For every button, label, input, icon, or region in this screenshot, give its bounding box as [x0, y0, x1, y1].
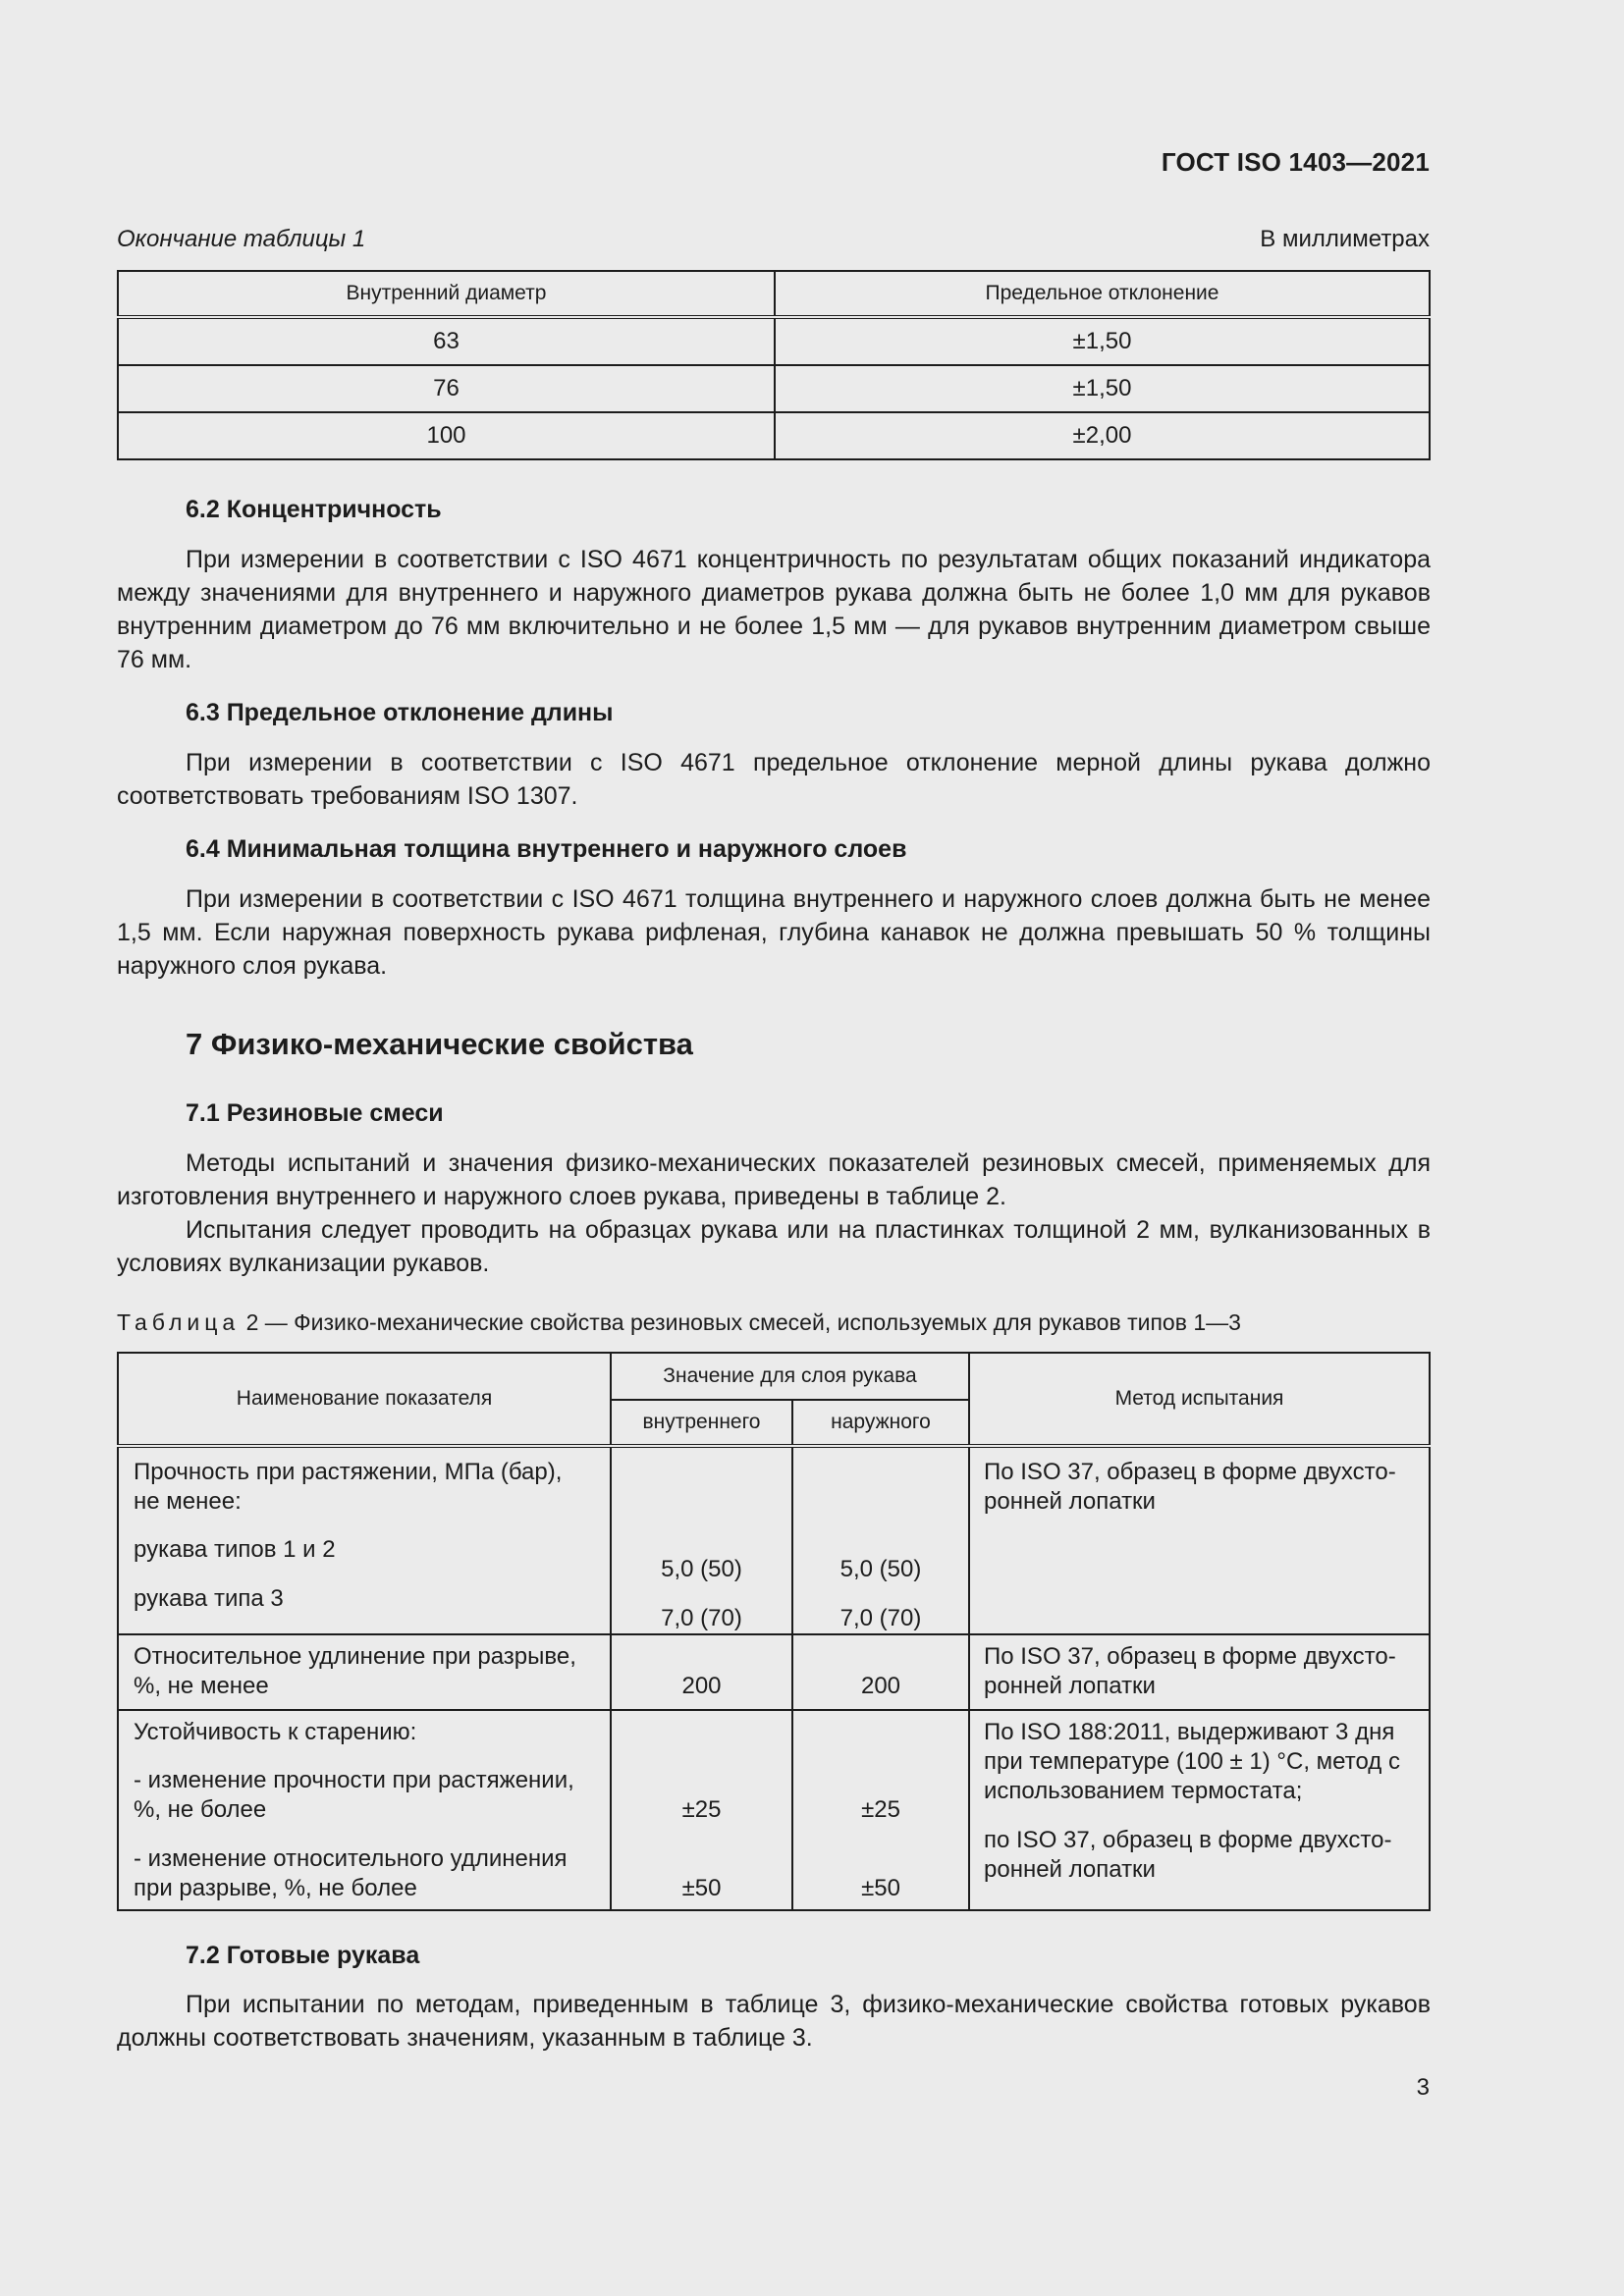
table2-cell-outer	[792, 1634, 969, 1710]
cell-line: - изменение прочности при растяжении,	[134, 1767, 574, 1793]
cell-value: 200	[860, 1673, 901, 1699]
table2-cell-name	[118, 1634, 611, 1710]
cell-line: - изменение относительного удлинения	[134, 1845, 568, 1872]
table1-cell: ±2,00	[775, 412, 1430, 459]
cell-line: рукава типов 1 и 2	[134, 1536, 336, 1563]
standard-code: ГОСТ ISO 1403—2021	[1161, 147, 1430, 177]
table-row	[118, 365, 1430, 412]
table-row	[118, 317, 1430, 365]
table2-cell-method	[969, 1710, 1430, 1910]
table2-caption-text: 2 — Физико-механические свойства резиновых смесей, используемых для рукавов типов 1—3	[240, 1309, 1241, 1335]
section-7-2-title: 7.2 Готовые рукава	[186, 1942, 420, 1969]
cell-line: Устойчивость к старению:	[134, 1719, 417, 1745]
cell-line: ронней лопатки	[984, 1488, 1156, 1515]
table1-header-row	[118, 271, 1430, 317]
table2-cell-name	[118, 1710, 611, 1910]
section-6-2-title: 6.2 Концентричность	[186, 496, 442, 523]
section-7-2-text	[117, 1988, 1431, 2055]
table2-cell-method	[969, 1446, 1430, 1634]
cell-value: ±25	[681, 1796, 722, 1823]
section-6-4-text	[117, 882, 1431, 983]
table2-cell-inner	[611, 1446, 792, 1634]
table2-col-name: Наименование показателя	[118, 1353, 611, 1446]
table1-cell: 76	[118, 365, 775, 412]
cell-line: По ISO 37, образец в форме двухсто-	[984, 1459, 1396, 1485]
paragraph: При измерении в соответствии с ISO 4671 предельное отклонение мерной длины рукава должно соответствовать требованиям ISO 1307.	[117, 749, 1431, 810]
cell-line: ронней лопатки	[984, 1856, 1156, 1883]
table-row	[118, 412, 1430, 459]
cell-value: ±50	[861, 1875, 900, 1901]
table1	[117, 270, 1431, 460]
table2-cell-inner	[611, 1634, 792, 1710]
table1-cell: ±1,50	[775, 317, 1430, 365]
table2-cell-method	[969, 1634, 1430, 1710]
cell-value: 200	[681, 1673, 722, 1699]
page-number: 3	[1416, 2074, 1430, 2101]
section-6-3-title: 6.3 Предельное отклонение длины	[186, 699, 614, 726]
table2-caption-label: Таблица	[117, 1309, 241, 1335]
table2-cell-inner	[611, 1710, 792, 1910]
section-6-4-title: 6.4 Минимальная толщина внутреннего и наружного слоев	[186, 835, 907, 863]
table-row	[118, 1634, 1430, 1710]
table1-cell: ±1,50	[775, 365, 1430, 412]
cell-line: По ISO 188:2011, выдерживают 3 дня	[984, 1719, 1395, 1745]
cell-line: %, не более	[134, 1796, 267, 1823]
cell-line: рукава типа 3	[134, 1585, 284, 1612]
cell-value: 7,0 (70)	[661, 1605, 742, 1631]
cell-line: По ISO 37, образец в форме двухсто-	[984, 1643, 1396, 1670]
paragraph: При измерении в соответствии с ISO 4671 концентричность по результатам общих показаний индикатора между значениями для внутреннего и наружного диаметров рукава должна быть не более 1,0 мм для рукавов внутренним диаметром до 76 мм включительно и не более 1,5 мм — для рукавов внутренним диаметром свыше 76 мм.	[117, 546, 1431, 673]
cell-line: ронней лопатки	[984, 1673, 1156, 1699]
cell-value: 5,0 (50)	[661, 1556, 742, 1582]
cell-line: при разрыве, %, не более	[134, 1875, 417, 1901]
table1-caption: Окончание таблицы 1	[117, 226, 366, 252]
table1-cell: 100	[118, 412, 775, 459]
table1-col-diameter: Внутренний диаметр	[118, 271, 775, 317]
cell-line: Прочность при растяжении, МПа (бар),	[134, 1459, 563, 1485]
table-row	[118, 1710, 1430, 1910]
cell-value: ±50	[681, 1875, 722, 1901]
paragraph: При испытании по методам, приведенным в таблице 3, физико-механические свойства готовых рукавов должны соответствовать значениям, указанным в таблице 3.	[117, 1991, 1431, 2052]
table1-units: В миллиметрах	[1260, 226, 1430, 252]
table2-col-method: Метод испытания	[969, 1353, 1430, 1446]
table-row	[118, 1446, 1430, 1634]
table2-col-inner: внутреннего	[611, 1400, 792, 1446]
cell-line: по ISO 37, образец в форме двухсто-	[984, 1827, 1392, 1853]
table2-cell-name	[118, 1446, 611, 1634]
cell-line: использованием термостата;	[984, 1778, 1303, 1804]
cell-line: при температуре (100 ± 1) °С, метод с	[984, 1748, 1400, 1775]
table2-col-outer: наружного	[792, 1400, 969, 1446]
section-6-3-text	[117, 746, 1431, 813]
section-7-1-text	[117, 1147, 1431, 1280]
table1-col-deviation: Предельное отклонение	[775, 271, 1430, 317]
table2-cell-outer	[792, 1710, 969, 1910]
cell-line: Относительное удлинение при разрыве,	[134, 1643, 576, 1670]
cell-value: 7,0 (70)	[839, 1605, 922, 1631]
table1-cell: 63	[118, 317, 775, 365]
section-7-title: 7 Физико-механические свойства	[186, 1027, 693, 1061]
paragraph: Испытания следует проводить на образцах рукава или на пластинках толщиной 2 мм, вулканизованных в условиях вулканизации рукавов.	[117, 1216, 1431, 1277]
cell-line: не менее:	[134, 1488, 242, 1515]
cell-value: 5,0 (50)	[839, 1556, 922, 1582]
table2-header-row	[118, 1353, 1430, 1400]
table2-caption	[117, 1309, 1241, 1336]
paragraph: При измерении в соответствии с ISO 4671 толщина внутреннего и наружного слоев должна быть не менее 1,5 мм. Если наружная поверхность рукава рифленая, глубина канавок не должна превышать 50 % толщины наружного слоя рукава.	[117, 885, 1431, 980]
section-6-2-text	[117, 543, 1431, 676]
table2-cell-outer	[792, 1446, 969, 1634]
table2-col-value-group: Значение для слоя рукава	[611, 1353, 969, 1400]
section-7-1-title: 7.1 Резиновые смеси	[186, 1099, 444, 1127]
table2	[117, 1352, 1431, 1911]
paragraph: Методы испытаний и значения физико-механических показателей резиновых смесей, применяемых для изготовления внутреннего и наружного слоев рукава, приведены в таблице 2.	[117, 1149, 1431, 1210]
table1-caption-row	[117, 226, 1430, 253]
cell-value: ±25	[861, 1796, 900, 1823]
cell-line: %, не менее	[134, 1673, 269, 1699]
